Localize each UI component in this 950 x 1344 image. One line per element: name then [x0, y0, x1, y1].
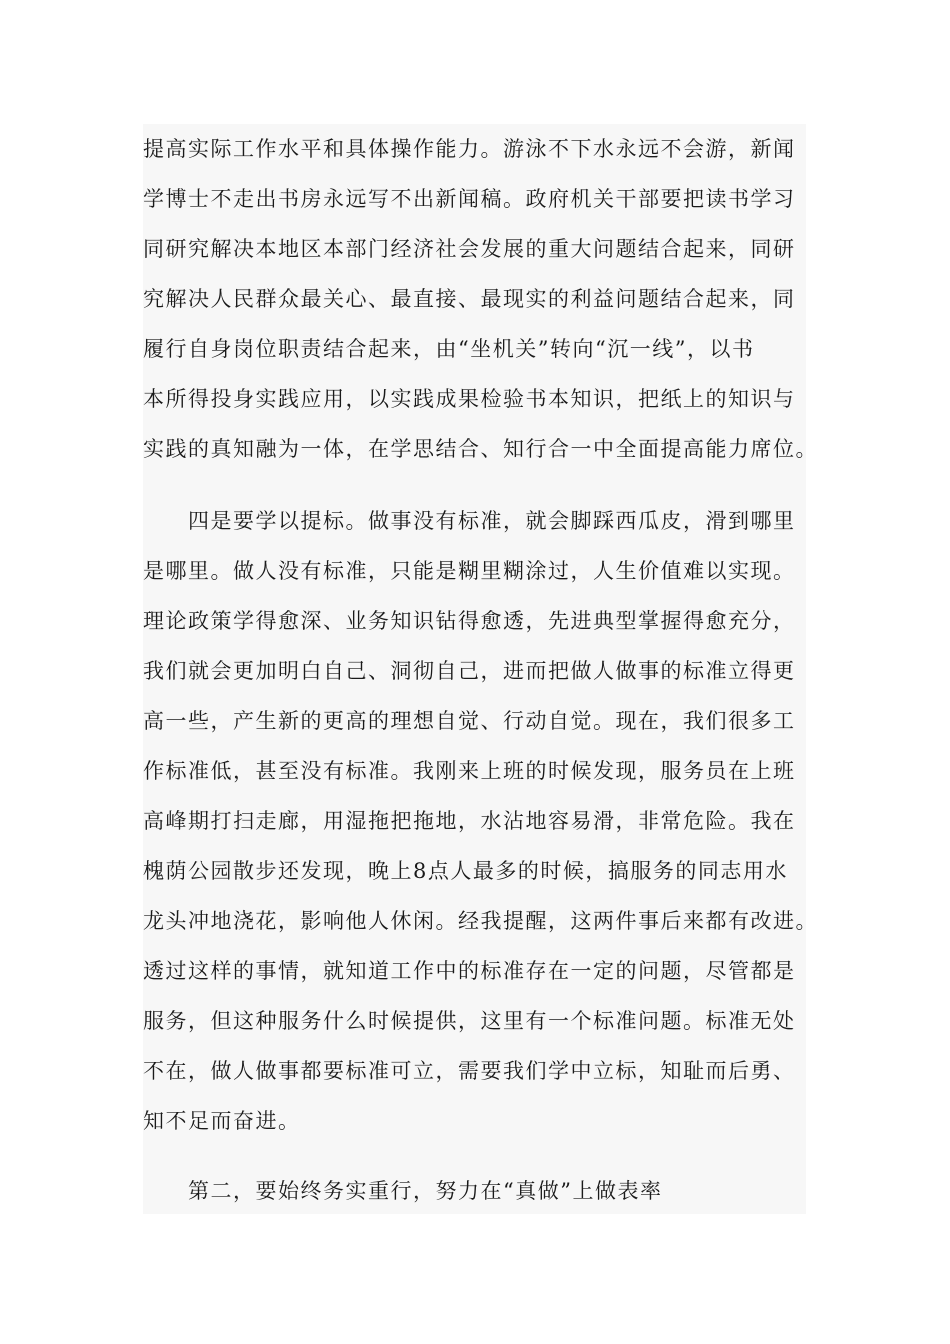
paragraph-2-line-9: 龙头冲地浇花，影响他人休闲。经我提醒，这两件事后来都有改进。	[143, 909, 818, 933]
document-body	[143, 124, 818, 1214]
paragraph-2-line-3: 理论政策学得愈深、业务知识钻得愈透，先进典型掌握得愈充分，	[143, 609, 796, 633]
paragraph-1-line-3: 同研究解决本地区本部门经济社会发展的重大问题结合起来，同研	[143, 237, 796, 261]
paragraph-2-line-11: 服务，但这种服务什么时候提供，这里有一个标准问题。标准无处	[143, 1009, 796, 1033]
paragraph-1-line-7: 实践的真知融为一体，在学思结合、知行合一中全面提高能力席位。	[143, 437, 818, 461]
paragraph-2-line-8: 槐荫公园散步还发现，晚上8点人最多的时候，搞服务的同志用水	[143, 859, 788, 883]
section-heading: 第二，要始终务实重行，努力在“真做”上做表率	[188, 1179, 663, 1203]
paragraph-2-line-7: 高峰期打扫走廊，用湿拖把拖地，水沾地容易滑，非常危险。我在	[143, 809, 796, 833]
paragraph-2-line-12: 不在，做人做事都要标准可立，需要我们学中立标，知耻而后勇、	[143, 1059, 796, 1083]
paragraph-1-line-6: 本所得投身实践应用，以实践成果检验书本知识，把纸上的知识与	[143, 387, 796, 411]
paragraph-2-line-10: 透过这样的事情，就知道工作中的标准存在一定的问题，尽管都是	[143, 959, 796, 983]
paragraph-2-line-1: 四是要学以提标。做事没有标准，就会脚踩西瓜皮，滑到哪里	[188, 509, 796, 533]
paragraph-2-line-13: 知不足而奋进。	[143, 1109, 301, 1133]
paragraph-2-line-2: 是哪里。做人没有标准，只能是糊里糊涂过，人生价值难以实现。	[143, 559, 796, 583]
paragraph-2-line-4: 我们就会更加明白自己、洞彻自己，进而把做人做事的标准立得更	[143, 659, 796, 683]
paragraph-1-line-5: 履行自身岗位职责结合起来，由“坐机关”转向“沉一线”，以书	[143, 337, 755, 361]
paragraph-2-line-5: 高一些，产生新的更高的理想自觉、行动自觉。现在，我们很多工	[143, 709, 796, 733]
paragraph-1-line-2: 学博士不走出书房永远写不出新闻稿。政府机关干部要把读书学习	[143, 187, 796, 211]
paragraph-1-line-1: 提高实际工作水平和具体操作能力。游泳不下水永远不会游，新闻	[143, 137, 796, 161]
paragraph-1-line-4: 究解决人民群众最关心、最直接、最现实的利益问题结合起来，同	[143, 287, 796, 311]
paragraph-2-line-6: 作标准低，甚至没有标准。我刚来上班的时候发现，服务员在上班	[143, 759, 796, 783]
